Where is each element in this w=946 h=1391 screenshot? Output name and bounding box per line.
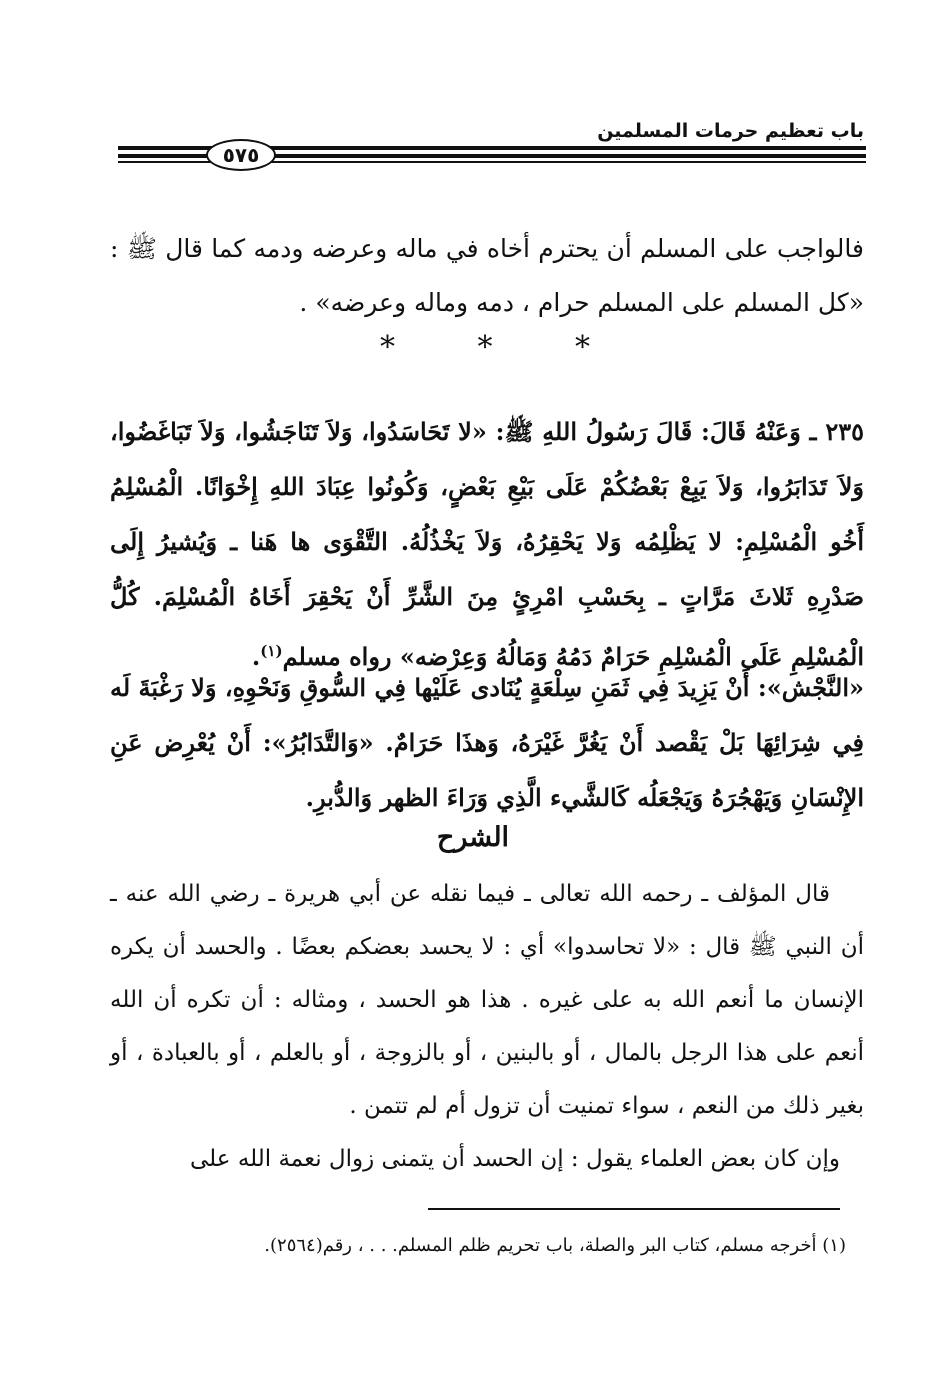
- vocabulary-gloss: «النَّجْش»: أَنْ يَزِيدَ فِي ثَمَنِ سِلْعَةٍ يُنَادى عَلَيْها فِي السُّوقِ وَنَحْوِهِ، وَلا رَغْبَةَ لَه فِي شِرَائِهَا بَلْ يَقْصد أَنْ يَغُرَّ غَيْرَهُ، وَهذَا حَرَامٌ. «وَالتَّدَابُرُ»: أَنْ يُعْرِض عَنِ الإِنْسَانِ وَيَهْجُرَهُ وَيَجْعَلُه كَالشَّيء الَّذِي وَرَاءَ الظهر وَالدُّبرِ.: [110, 673, 864, 812]
- commentary-paragraph: وإن كان بعض العلماء يقول : إن الحسد أن يتمنى زوال نعمة الله على: [190, 1146, 840, 1172]
- chapter-title: باب تعظيم حرمات المسلمين: [597, 120, 864, 142]
- commentary-paragraph: قال المؤلف ـ رحمه الله تعالى ـ فيما نقله عن أبي هريرة ـ رضي الله عنه ـ أن النبي ﷺ قال : «لا تحاسدوا» أي : لا يحسد بعضكم بعضًا . والحسد أن يكره الإنسان ما أنعم الله به على غيره . هذا هو الحسد ، ومثاله : أن تكره أن الله أنعم على هذا الرجل بالمال ، أو بالبنين ، أو بالزوجة ، أو بالعلم ، أو بالعبادة ، أو بغير ذلك من النعم ، سواء تمنيت أن تزول أم لم تتمن .: [110, 881, 864, 1119]
- separator-star: *: [380, 330, 395, 365]
- footnote-marker: (١): [260, 642, 283, 660]
- footnote: (١) أخرجه مسلم، كتاب البر والصلة، باب تحريم ظلم المسلم. . . ، رقم(٢٥٦٤).: [264, 1235, 846, 1256]
- section-heading: الشرح: [436, 822, 510, 853]
- separator-star: *: [477, 330, 493, 365]
- commentary-text: [110, 868, 864, 1186]
- hadith-end: .: [251, 642, 261, 671]
- hadith-text: [110, 404, 864, 684]
- section-separator: [380, 330, 590, 365]
- footnote-divider: [428, 1208, 840, 1210]
- page-number: ٥٧٥: [206, 139, 276, 171]
- intro-paragraph: فالواجب على المسلم أن يحترم أخاه في ماله وعرضه ودمه كما قال ﷺ : «كل المسلم على المسلم حرام ، دمه وماله وعرضه» .: [110, 234, 864, 317]
- separator-star: *: [575, 330, 590, 365]
- hadith-body: ٢٣٥ ـ وَعَنْهُ قَالَ: قَالَ رَسُولُ اللهِ ﷺ: «لا تَحَاسَدُوا، وَلاَ تَنَاجَشُوا، وَلاَ تَبَاغَضُوا، وَلاَ تَدَابَرُوا، وَلاَ يَبِعْ بَعْضُكُمْ عَلَى بَيْعِ بَعْضٍ، وَكُونُوا عِبَادَ اللهِ إِخْوَانًا. الْمُسْلِمُ أَخُو الْمُسْلِمِ: لا يَظْلِمُه وَلا يَحْقِرُهُ، وَلاَ يَخْذُلُهُ. التَّقْوَى ها هَنا ـ وَيُشيرُ إِلَى صَدْرِهِ ثَلاثَ مَرَّاتٍ ـ بِحَسْبِ امْرِئٍ مِنَ الشَّرِّ أَنْ يَحْقِرَ أَخَاهُ الْمُسْلِمَ. كُلُّ الْمُسْلِمِ عَلَى الْمُسْلِمِ حَرَامٌ دَمُهُ وَمَالُهُ وَعِرْضه» رواه مسلم: [110, 417, 865, 671]
